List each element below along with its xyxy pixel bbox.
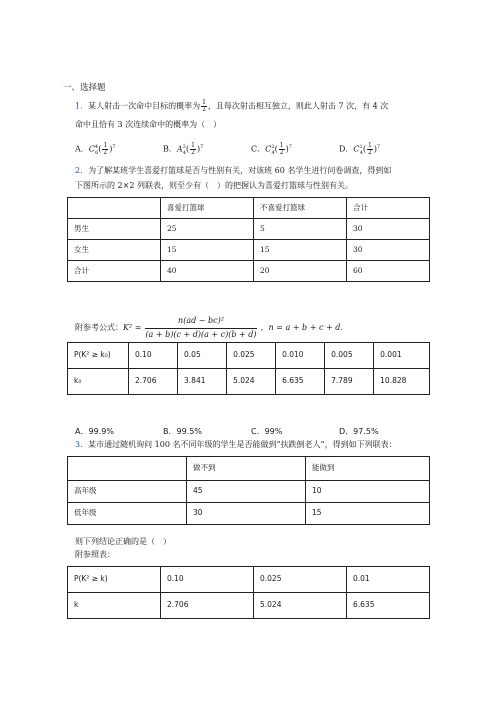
- table-row: P(K² ≥ k₀) 0.10 0.05 0.025 0.010 0.005 0.001: [68, 343, 430, 369]
- table-row: 男生 25 5 30: [68, 219, 430, 240]
- option-c[interactable]: C．$C^2_4$( $\frac{1}{2}$ )$^7$: [251, 142, 292, 157]
- fraction: $\frac{1}{2}$: [202, 99, 206, 113]
- option-d[interactable]: D．97.5%: [339, 427, 379, 436]
- question-3: [75, 440, 433, 451]
- option-b[interactable]: B．99.5%: [163, 427, 202, 436]
- table-row: 高年级 45 10: [68, 481, 430, 503]
- option-a[interactable]: A．$C^4_6$( $\frac{1}{2}$ )$^7$: [75, 142, 116, 157]
- table-row: k 2.706 5.024 6.635: [68, 593, 430, 619]
- question-2: [75, 166, 433, 177]
- table-header-row: 喜爱打篮球 不喜爱打篮球 合计: [68, 198, 430, 219]
- contingency-table-grades: [67, 456, 430, 525]
- question-text: 某市通过随机询问 100 名不同年级的学生是否能做到“扶跌倒老人”，得到如下列联表：: [88, 440, 397, 449]
- question-number: 3．: [75, 440, 89, 449]
- option-b[interactable]: B．$A^2_4$( $\frac{1}{2}$ )$^7$: [163, 142, 204, 157]
- contingency-table-basketball: [67, 197, 430, 282]
- table-row: 合计 40 20 60: [68, 261, 430, 282]
- question-1: [75, 100, 433, 113]
- question-number: 1．: [75, 101, 89, 111]
- option-c[interactable]: C．99%: [251, 427, 283, 436]
- option-a[interactable]: A．99.9%: [75, 427, 114, 436]
- reference-formula: 附参考公式： K² = $\frac{\text{n(ad − bc)²}}{(a + b)(c + d)(a + c)(b + d)}$ ，n = a + b + c + d．: [75, 316, 349, 339]
- table-row: P(K² ≥ k) 0.10 0.025 0.01: [68, 567, 430, 593]
- table-row: 低年级 30 15: [68, 503, 430, 525]
- question-2-line-2: 下图所示的 2×2 列联表，则至少有（ ）的把握认为喜爱打篮球与性别有关。: [75, 181, 353, 190]
- question-1-options: [75, 143, 427, 157]
- question-1-line-2: 命中且恰有 3 次连续命中的概率为（ ）: [75, 120, 222, 129]
- question-text: 为了解某班学生喜爱打篮球是否与性别有关，对该班 60 名学生进行问卷调查，得到如: [88, 166, 392, 175]
- question-number: 2．: [75, 166, 89, 175]
- option-d[interactable]: D．$C^1_4$( $\frac{1}{2}$ )$^7$: [339, 142, 381, 157]
- question-3-line-3: 附参照表：: [75, 550, 115, 559]
- question-3-line-2: 则下列结论正确的是（ ）: [75, 537, 171, 546]
- reference-table-grades: [67, 566, 430, 619]
- formula-fraction: $\frac{\text{n(ad − bc)²}}{(a + b)(c + d)(a + c)(b + d)}$: [145, 316, 257, 339]
- question-text: ，且每次射击相互独立，则此人射击 7 次，有 4 次: [207, 101, 389, 111]
- table-header-row: 做不到 能做到: [68, 457, 430, 481]
- question-2-options: [75, 427, 427, 438]
- table-row: 女生 15 15 30: [68, 240, 430, 261]
- section-title: 一、选择题: [63, 83, 106, 93]
- table-row: k₀ 2.706 3.841 5.024 6.635 7.789 10.828: [68, 369, 430, 395]
- critical-value-table: [67, 342, 430, 395]
- question-text: 某人射击一次命中目标的概率为: [88, 101, 201, 111]
